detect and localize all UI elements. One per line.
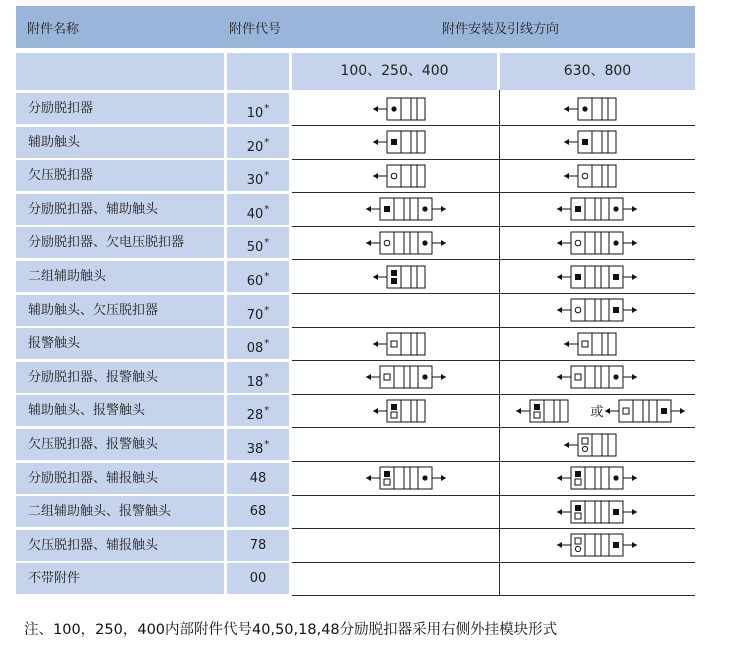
lead-left-arrow-icon <box>366 475 371 481</box>
row-code-48 <box>227 463 289 494</box>
subheader-name-blank <box>16 53 224 90</box>
breaker-symbol <box>373 98 425 120</box>
row-code-20 <box>227 127 289 158</box>
row-code-38 <box>227 429 289 460</box>
breaker-frame <box>387 400 425 422</box>
lead-right-arrow-icon <box>441 374 446 380</box>
lead-left-arrow-icon <box>366 374 371 380</box>
row-separator <box>292 461 695 462</box>
row-name-38 <box>16 429 224 460</box>
alarm-contact-square-icon <box>575 479 581 485</box>
breaker-symbol <box>564 333 616 355</box>
row-code-18 <box>227 362 289 393</box>
row-code-value: 38 <box>246 442 264 457</box>
breaker-symbol <box>373 333 425 355</box>
lead-left-arrow-icon <box>557 206 562 212</box>
breaker-symbol <box>564 131 616 153</box>
header-col-name: 附件名称 <box>27 22 80 37</box>
lead-right-arrow-icon <box>680 408 685 414</box>
header-col-code: 附件代号 <box>229 22 282 37</box>
lead-right-arrow-icon <box>441 206 446 212</box>
row-code-star: * <box>264 271 270 282</box>
row-name-label: 辅助触头 <box>28 135 81 150</box>
row-code-star: * <box>264 372 270 383</box>
row-code-value: 10 <box>246 106 264 121</box>
row-separator <box>292 226 695 227</box>
aux-contact-square-icon <box>575 471 581 477</box>
breaker-symbol <box>557 232 637 254</box>
header-col-direction: 附件安装及引线方向 <box>442 22 560 37</box>
lead-left-arrow-icon <box>605 408 610 414</box>
lead-left-arrow-icon <box>373 408 378 414</box>
alarm-contact-square-icon <box>534 412 540 418</box>
lead-left-arrow-icon <box>557 307 562 313</box>
lead-left-arrow-icon <box>366 206 371 212</box>
row-separator <box>292 394 695 395</box>
shunt-release-dot-icon <box>422 374 427 379</box>
aux-contact-square-icon <box>391 278 397 284</box>
shunt-release-dot-icon <box>422 475 427 480</box>
row-code-value: 18 <box>246 375 264 390</box>
row-name-label: 报警触头 <box>28 336 81 351</box>
undervoltage-circle-icon <box>575 546 580 551</box>
lead-right-arrow-icon <box>632 274 637 280</box>
table-bottom-line <box>292 595 695 596</box>
row-name-label: 欠压脱扣器 <box>28 168 94 183</box>
row-code-value: 50 <box>246 240 264 255</box>
undervoltage-circle-icon <box>582 173 588 179</box>
row-code-value: 28 <box>246 408 264 423</box>
lead-left-arrow-icon <box>557 274 562 280</box>
alarm-contact-square-icon <box>391 412 397 418</box>
shunt-release-dot-icon <box>613 206 618 211</box>
row-separator <box>292 159 695 160</box>
lead-left-arrow-icon <box>557 542 562 548</box>
lead-left-arrow-icon <box>564 139 569 145</box>
row-code-star: * <box>264 204 270 215</box>
row-code-value: 60 <box>246 274 264 289</box>
alarm-contact-square-icon <box>384 479 390 485</box>
alarm-contact-square-icon <box>384 374 390 380</box>
row-name-label: 不带附件 <box>28 571 81 586</box>
row-separator <box>292 360 695 361</box>
row-code-star: * <box>264 338 270 349</box>
row-code-value: 30 <box>246 173 264 188</box>
row-separator <box>292 427 695 428</box>
shunt-release-dot-icon <box>422 240 427 245</box>
lead-right-arrow-icon <box>632 509 637 515</box>
aux-contact-square-icon <box>391 139 397 145</box>
row-code-value: 70 <box>246 308 264 323</box>
row-code-08 <box>227 328 289 359</box>
lead-left-arrow-icon <box>564 173 569 179</box>
row-code-value: 68 <box>249 504 267 519</box>
size-column-divider <box>499 90 500 595</box>
row-code-78 <box>227 530 289 561</box>
lead-right-arrow-icon <box>632 374 637 380</box>
breaker-symbol <box>557 467 637 489</box>
breaker-symbol <box>557 534 637 556</box>
lead-left-arrow-icon <box>366 240 371 246</box>
wiring-diagrams <box>292 90 695 598</box>
breaker-symbol <box>366 232 446 254</box>
row-name-30 <box>16 160 224 191</box>
lead-left-arrow-icon <box>557 240 562 246</box>
aux-contact-square-icon <box>613 542 619 548</box>
breaker-symbol <box>373 165 425 187</box>
lead-left-arrow-icon <box>557 374 562 380</box>
row-code-value: 48 <box>249 471 267 486</box>
row-name-label: 欠压脱扣器、辅报触头 <box>28 538 159 553</box>
row-name-40 <box>16 194 224 225</box>
row-code-60 <box>227 261 289 292</box>
breaker-symbol <box>605 400 685 422</box>
row-code-68 <box>227 496 289 527</box>
breaker-frame <box>387 266 425 288</box>
aux-contact-square-icon <box>582 139 588 145</box>
lead-right-arrow-icon <box>441 475 446 481</box>
size-label-small: 100、250、400 <box>292 53 497 90</box>
lead-right-arrow-icon <box>632 542 637 548</box>
row-name-label: 分励脱扣器、辅助触头 <box>28 202 159 217</box>
lead-left-arrow-icon <box>373 139 378 145</box>
row-separator <box>292 192 695 193</box>
aux-contact-square-icon <box>391 404 397 410</box>
row-code-00 <box>227 563 289 594</box>
row-name-label: 分励脱扣器、欠电压脱扣器 <box>28 235 185 250</box>
aux-contact-square-icon <box>391 270 397 276</box>
shunt-release-dot-icon <box>613 240 618 245</box>
alarm-contact-square-icon <box>575 513 581 519</box>
or-label: 或 <box>590 405 604 420</box>
row-code-star: * <box>264 237 270 248</box>
undervoltage-circle-icon <box>391 173 397 179</box>
lead-left-arrow-icon <box>373 274 378 280</box>
row-name-20 <box>16 127 224 158</box>
row-name-28 <box>16 395 224 426</box>
breaker-symbol <box>564 434 616 456</box>
breaker-symbol <box>373 400 425 422</box>
row-code-40 <box>227 194 289 225</box>
lead-right-arrow-icon <box>632 240 637 246</box>
breaker-symbol <box>516 400 568 422</box>
table-header <box>16 6 695 48</box>
breaker-symbol <box>557 266 637 288</box>
aux-contact-square-icon <box>384 206 390 212</box>
lead-right-arrow-icon <box>632 307 637 313</box>
breaker-symbol <box>557 366 637 388</box>
row-name-label: 辅助触头、报警触头 <box>28 403 146 418</box>
aux-contact-square-icon <box>613 274 619 280</box>
row-name-label: 分励脱扣器 <box>28 101 94 116</box>
breaker-symbol <box>366 198 446 220</box>
row-code-28 <box>227 395 289 426</box>
alarm-contact-square-icon <box>582 438 588 444</box>
row-name-00 <box>16 563 224 594</box>
row-code-star: * <box>264 170 270 181</box>
alarm-contact-square-icon <box>582 341 588 347</box>
breaker-symbol <box>564 98 616 120</box>
lead-left-arrow-icon <box>373 173 378 179</box>
row-code-value: 08 <box>246 341 264 356</box>
shunt-release-dot-icon <box>613 374 618 379</box>
row-code-value: 20 <box>246 140 264 155</box>
breaker-symbol <box>564 165 616 187</box>
row-name-label: 分励脱扣器、报警触头 <box>28 370 159 385</box>
row-separator <box>292 259 695 260</box>
undervoltage-circle-icon <box>582 446 587 451</box>
breaker-symbol <box>366 366 446 388</box>
shunt-release-dot-icon <box>391 106 396 111</box>
shunt-release-dot-icon <box>582 106 587 111</box>
aux-contact-square-icon <box>384 471 390 477</box>
row-separator <box>292 293 695 294</box>
row-code-star: * <box>264 439 270 450</box>
row-code-10 <box>227 93 289 124</box>
row-code-30 <box>227 160 289 191</box>
aux-contact-square-icon <box>575 274 581 280</box>
row-name-60 <box>16 261 224 292</box>
aux-contact-square-icon <box>613 307 619 313</box>
row-name-18 <box>16 362 224 393</box>
lead-left-arrow-icon <box>564 442 569 448</box>
alarm-contact-square-icon <box>391 341 397 347</box>
alarm-contact-square-icon <box>575 538 581 544</box>
row-code-50 <box>227 227 289 258</box>
row-name-label: 二组辅助触头 <box>28 269 107 284</box>
row-code-star: * <box>264 103 270 114</box>
subheader-code-blank <box>227 53 289 90</box>
row-separator <box>292 125 695 126</box>
row-separator <box>292 327 695 328</box>
shunt-release-dot-icon <box>422 206 427 211</box>
breaker-frame <box>578 434 616 456</box>
breaker-symbol <box>373 131 425 153</box>
row-name-08 <box>16 328 224 359</box>
row-name-label: 二组辅助触头、报警触头 <box>28 504 172 519</box>
row-code-value: 78 <box>249 538 267 553</box>
row-code-70 <box>227 295 289 326</box>
size-label-large: 630、800 <box>500 53 695 90</box>
breaker-symbol <box>373 266 425 288</box>
row-code-value: 00 <box>249 571 267 586</box>
row-name-48 <box>16 463 224 494</box>
lead-left-arrow-icon <box>516 408 521 414</box>
aux-contact-square-icon <box>661 408 667 414</box>
row-code-value: 40 <box>246 207 264 222</box>
alarm-contact-square-icon <box>575 374 581 380</box>
row-name-label: 欠压脱扣器、报警触头 <box>28 437 159 452</box>
undervoltage-circle-icon <box>575 307 581 313</box>
row-code-star: * <box>264 305 270 316</box>
row-name-10 <box>16 93 224 124</box>
footnote: 注、100，250，400内部附件代号40,50,18,48分励脱扣器采用右侧外挂模块形式 <box>24 622 558 638</box>
lead-left-arrow-icon <box>373 106 378 112</box>
shunt-release-dot-icon <box>613 475 618 480</box>
aux-contact-square-icon <box>613 509 619 515</box>
alarm-contact-square-icon <box>623 408 629 414</box>
row-name-label: 辅助触头、欠压脱扣器 <box>28 303 159 318</box>
lead-right-arrow-icon <box>441 240 446 246</box>
breaker-symbol <box>366 467 446 489</box>
aux-contact-square-icon <box>534 404 540 410</box>
breaker-symbol <box>557 198 637 220</box>
lead-right-arrow-icon <box>632 475 637 481</box>
breaker-frame <box>530 400 568 422</box>
undervoltage-circle-icon <box>575 240 581 246</box>
lead-left-arrow-icon <box>564 106 569 112</box>
undervoltage-circle-icon <box>384 240 390 246</box>
aux-contact-square-icon <box>575 505 581 511</box>
row-name-label: 分励脱扣器、辅报触头 <box>28 471 159 486</box>
lead-left-arrow-icon <box>564 341 569 347</box>
breaker-symbol <box>557 299 637 321</box>
lead-left-arrow-icon <box>557 509 562 515</box>
lead-right-arrow-icon <box>632 206 637 212</box>
row-name-78 <box>16 530 224 561</box>
row-name-70 <box>16 295 224 326</box>
aux-contact-square-icon <box>575 206 581 212</box>
row-separator <box>292 495 695 496</box>
row-separator <box>292 562 695 563</box>
row-code-star: * <box>264 137 270 148</box>
lead-left-arrow-icon <box>373 341 378 347</box>
lead-left-arrow-icon <box>557 475 562 481</box>
row-separator <box>292 528 695 529</box>
row-name-50 <box>16 227 224 258</box>
breaker-symbol <box>557 501 637 523</box>
row-name-68 <box>16 496 224 527</box>
row-code-star: * <box>264 405 270 416</box>
